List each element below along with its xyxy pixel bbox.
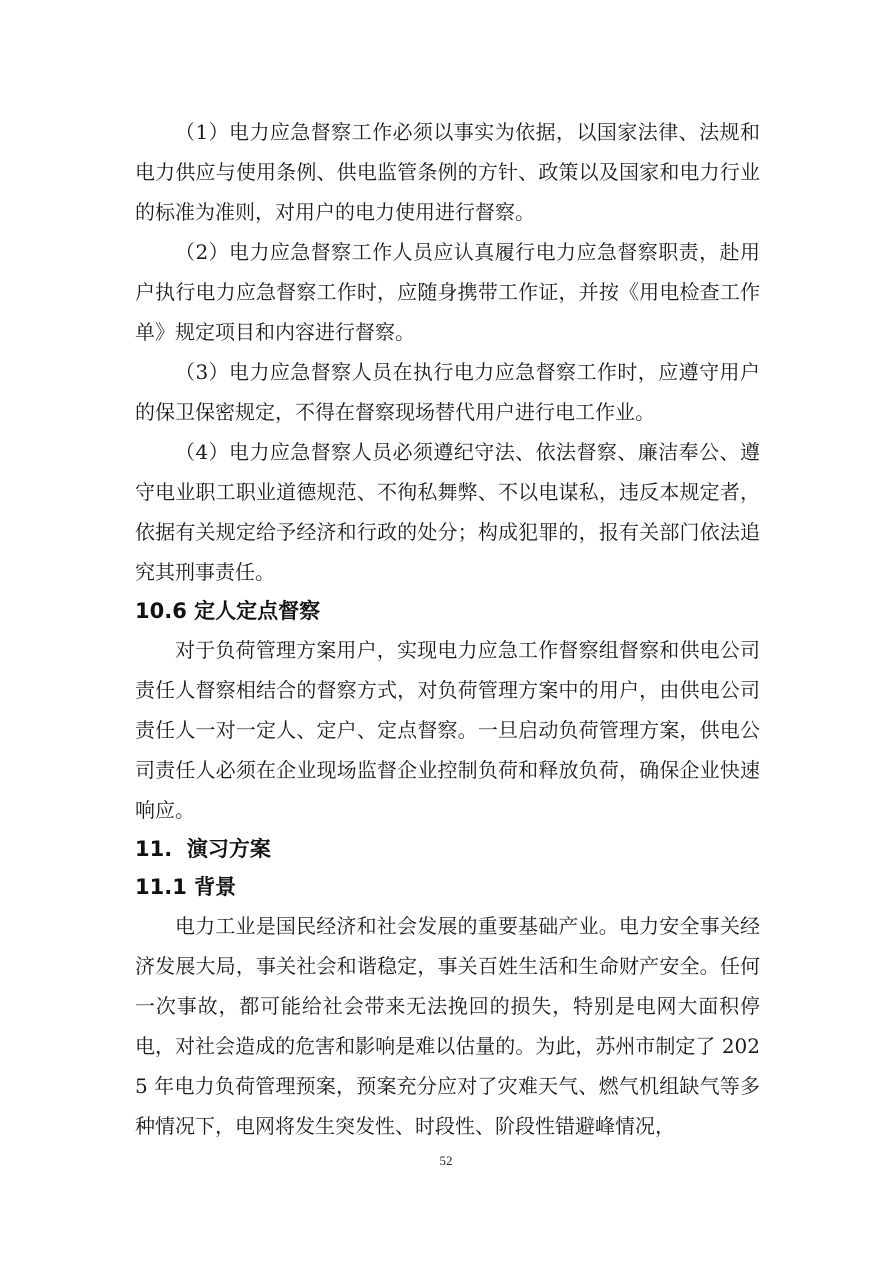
paragraph-item-2: （2）电力应急督察工作人员应认真履行电力应急督察职责，赴用户执行电力应急督察工作时，应随身携带工作证，并按《用电检查工作单》规定项目和内容进行督察。 <box>135 240 760 344</box>
section-10-6-paragraph: 对于负荷管理方案用户，实现电力应急工作督察组督察和供电公司责任人督察相结合的督察方式，对负荷管理方案中的用户，由供电公司责任人一对一定人、定户、定点督察。一旦启动负荷管理方案，供电公司责任人必须在企业现场监督企业控制负荷和释放负荷，确保企业快速响应。 <box>135 638 760 822</box>
section-heading-10-6: 10.6 定人定点督察 <box>135 599 321 623</box>
paragraph-item-1: （1）电力应急督察工作必须以事实为依据，以国家法律、法规和电力供应与使用条例、供电监管条例的方针、政策以及国家和电力行业的标准为准则，对用户的电力使用进行督察。 <box>135 120 760 224</box>
section-11-1-paragraph: 电力工业是国民经济和社会发展的重要基础产业。电力安全事关经济发展大局，事关社会和谐稳定，事关百姓生活和生命财产安全。任何一次事故，都可能给社会带来无法挽回的损失，特别是电网大面积停电，对社会造成的危害和影响是难以估量的。为此，苏州市制定了 2025 年电力负荷管理预案，预案充分应对了灾难天气、燃气机组缺气等多种情况下，电网将发生突发性、时段性、阶段性错避峰情况， <box>135 914 760 1138</box>
section-heading-11: 11. 演习方案 <box>135 837 271 861</box>
paragraph-item-3: （3）电力应急督察人员在执行电力应急督察工作时，应遵守用户的保卫保密规定，不得在督察现场替代用户进行电工作业。 <box>135 360 760 424</box>
page-content <box>135 112 760 1146</box>
page-number: 52 <box>439 1153 453 1168</box>
paragraph-item-4: （4）电力应急督察人员必须遵纪守法、依法督察、廉洁奉公、遵守电业职工职业道德规范、不徇私舞弊、不以电谋私，违反本规定者，依据有关规定给予经济和行政的处分；构成犯罪的，报有关部门依法追究其刑事责任。 <box>135 440 760 584</box>
section-heading-11-1: 11.1 背景 <box>135 875 237 899</box>
